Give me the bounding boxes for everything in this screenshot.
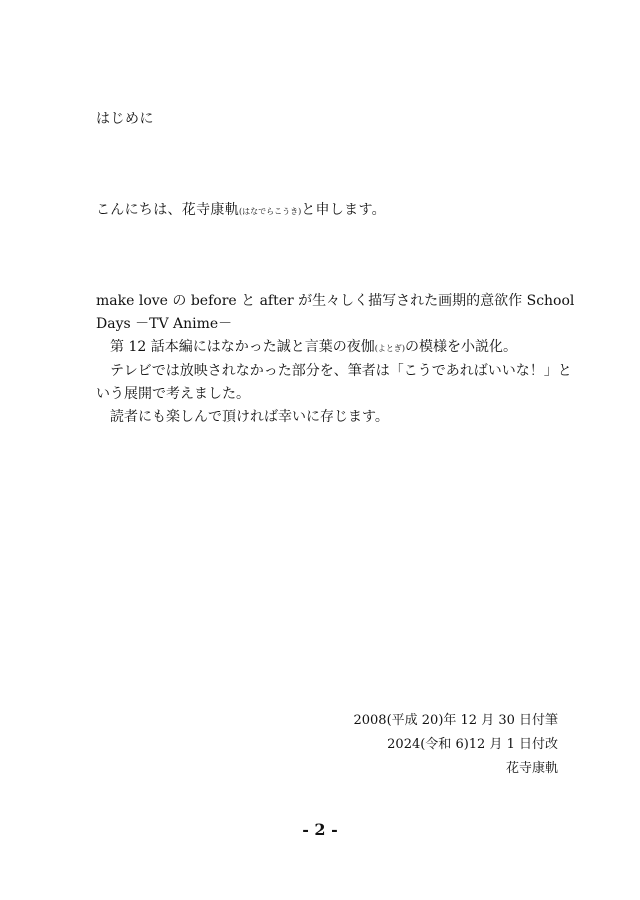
written-date: 2008(平成 20)年 12 月 30 日付筆 [353,713,558,728]
intro-paragraph [96,290,575,429]
author-signature: 花寺康軌 [505,761,558,776]
paragraph-line-3-text: 第 12 話本編にはなかった誠と言葉の夜伽 [110,339,375,355]
paragraph-line-3-end: の模様を小説化。 [404,339,517,355]
yotogi-reading: (よとぎ) [374,344,405,353]
greeting-text-end: と申します。 [301,202,386,218]
revised-date: 2024(令和 6)12 月 1 日付改 [387,737,558,752]
paragraph-line-4: テレビでは放映されなかった部分を、筆者は「こうであればいいな！」と [110,363,572,379]
author-name-reading: (はなでらこうき) [239,207,302,216]
paragraph-line-3 [96,336,564,360]
greeting-line [96,199,386,219]
paragraph-line-5: いう展開で考えました。 [96,386,250,402]
page-number: - 2 - [302,820,338,839]
paragraph-line-1: make love の before と after が生々しく描写された画期的意欲作 School [96,293,575,309]
paragraph-line-6: 読者にも楽しんで頂ければ幸いに存じます。 [110,409,389,425]
colophon [353,709,558,781]
paragraph-line-2: Days －TV Anime－ [96,316,233,332]
section-heading: はじめに [96,111,154,127]
greeting-text: こんにちは、花寺康軌 [96,202,239,218]
